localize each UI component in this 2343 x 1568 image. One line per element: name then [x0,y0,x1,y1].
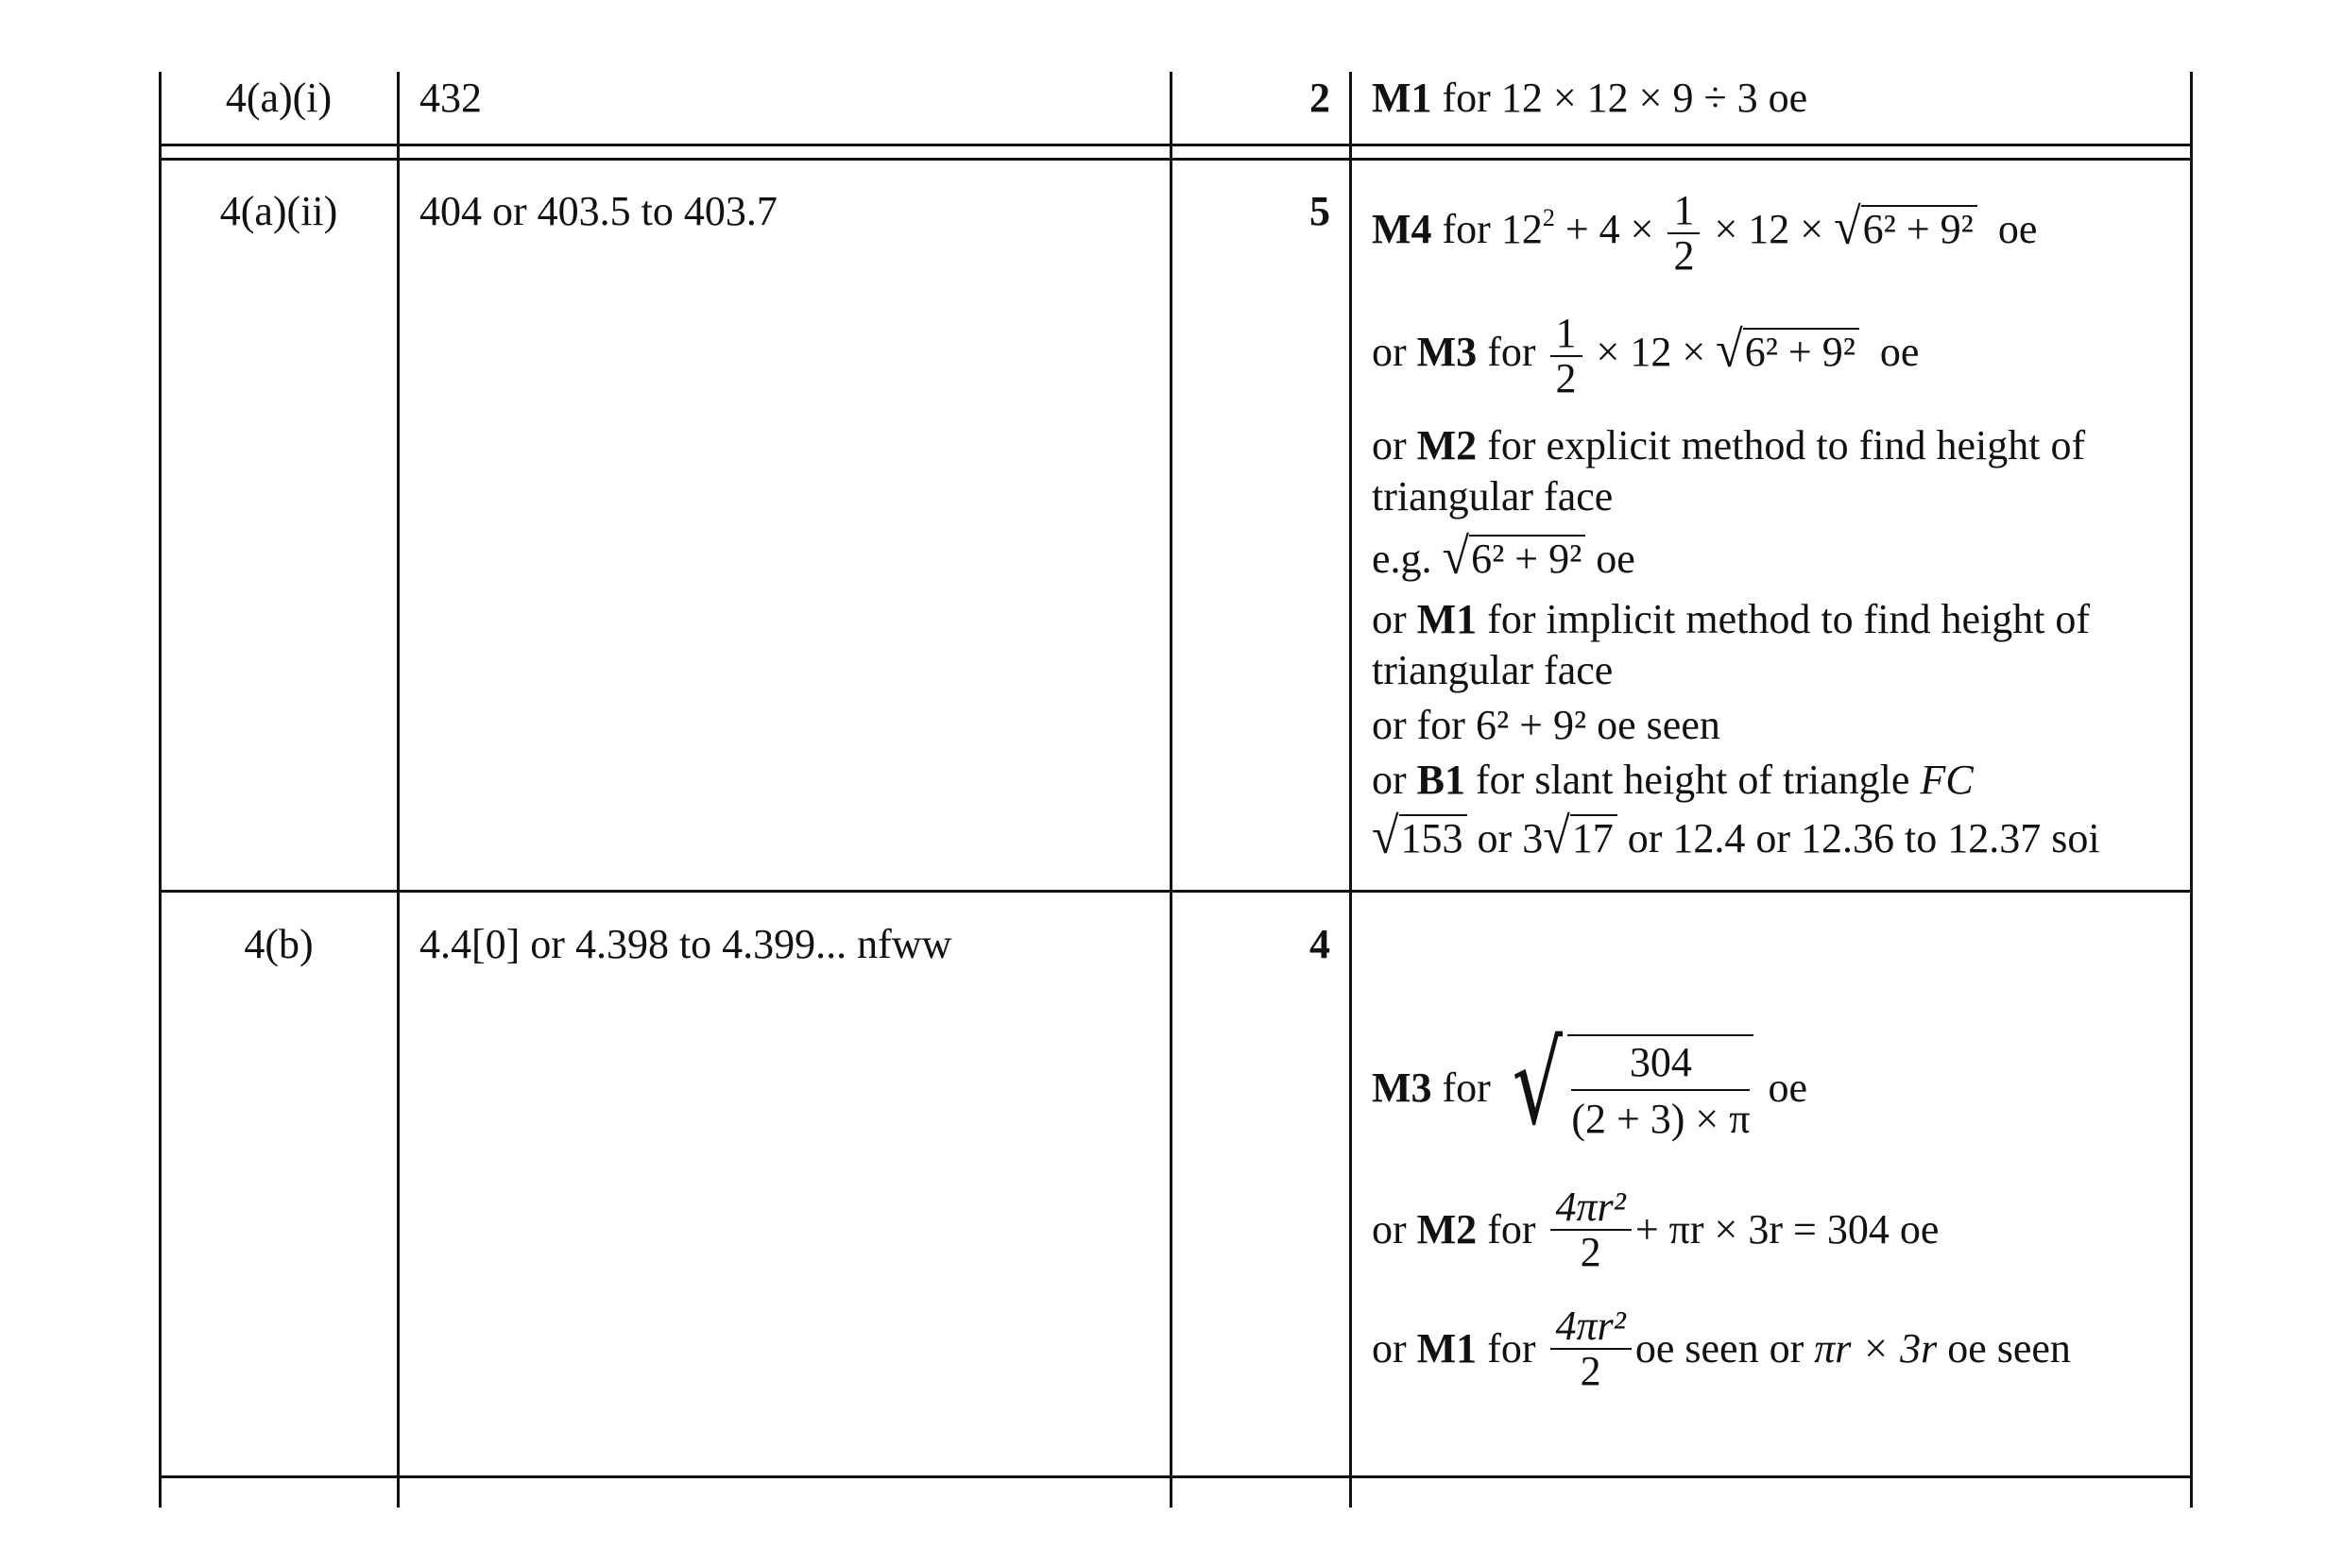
guidance-text: or [1372,596,1407,642]
expr-part: × 12 × [1596,329,1706,376]
square-root [1543,808,1617,865]
radicand: 153 [1399,814,1467,861]
guidance-text: or 12.4 or 12.36 to 12.37 soi [1627,815,2100,861]
denominator: (2 + 3) × π [1571,1096,1751,1142]
guidance-line [1372,74,1807,123]
col-line-question [397,72,400,1508]
question-number: 4(a)(ii) [219,188,338,234]
guidance-text: oe [1997,206,2038,253]
expr-part: + 4 × [1565,206,1654,253]
col-line-answer [1170,72,1172,1508]
fraction [1550,1185,1632,1274]
numerator: 304 [1571,1036,1750,1091]
mark-code: M3 [1372,1065,1432,1111]
guidance-m2 [1372,421,2085,470]
square-root [1834,198,1977,256]
guidance-text: for slant height of triangle [1476,757,1910,803]
expr: $12^2$ [1500,204,1555,253]
guidance-text: for [1487,1206,1536,1253]
guidance-m2b [1372,1173,1939,1287]
guidance-eg [1372,528,1635,586]
row-line-2 [159,890,2193,893]
guidance-text: or [1372,757,1407,803]
answer-text: 432 [419,75,482,121]
guidance-text: or 3 [1477,815,1544,861]
guidance-text: oe [1879,329,1920,376]
mark-code: M1 [1372,75,1432,121]
row-line-3 [159,1475,2193,1478]
radical-sign: √ [1442,528,1470,586]
numerator: 4πr² [1550,1304,1632,1350]
guidance-text: or [1372,329,1407,376]
denominator: 2 [1580,1229,1601,1275]
radicand: 17 [1570,814,1617,861]
denominator: 2 [1673,232,1695,279]
denominator: 2 [1580,1348,1601,1394]
guidance-text: or [1372,1325,1407,1372]
guidance-text: for implicit method to find height of [1487,596,2091,642]
guidance-text: for [1442,1065,1491,1111]
radical-sign: √ [1834,198,1861,256]
expr-part: × 12 × [1714,206,1824,253]
guidance-text: for 12 × 12 × 9 ÷ 3 oe [1442,75,1808,121]
marks-value: 5 [1309,188,1330,234]
guidance-b1 [1372,756,1974,805]
expr-part: 12 [1500,206,1543,253]
mark-code: M2 [1416,1206,1478,1253]
radical-sign: √ [1372,808,1399,865]
square-root [1716,321,1859,379]
fraction [1567,1034,1753,1148]
radical-sign: √ [1716,321,1743,379]
row-line-1b [159,158,2193,161]
guidance-text: for explicit method to find height of [1487,422,2086,469]
mark-code: M3 [1416,329,1478,376]
answer-text: 404 or 403.5 to 403.7 [419,188,778,234]
guidance-text: FC [1920,757,1974,803]
square-root [1501,1019,1758,1150]
square-root [1372,808,1467,865]
marks-value: 2 [1309,75,1330,121]
numerator: 1 [1550,312,1582,357]
guidance-m3b [1372,1019,1807,1154]
fraction [1550,1304,1632,1393]
col-line-right [2190,72,2193,1508]
guidance-or-for: or for 6² + 9² oe seen [1372,702,1720,748]
radicand: 6² + 9² [1861,205,1977,252]
guidance-text: oe seen [1947,1325,2071,1372]
fraction [1550,312,1582,401]
row-line-1a [159,144,2193,146]
square-root [1442,528,1586,586]
guidance-text: for [1487,1325,1536,1372]
guidance-text: or [1372,422,1407,469]
guidance-text: e.g. [1372,536,1432,582]
guidance-text: + πr × 3r = 304 oe [1634,1206,1940,1253]
col-line-left [159,72,162,1508]
radical-sign: √ [1543,808,1570,865]
question-number: 4(b) [244,921,314,967]
numerator: 4πr² [1550,1185,1632,1231]
guidance-m1-cont: triangular face [1372,647,1614,693]
radicand: 6² + 9² [1469,535,1585,582]
answer-text: 4.4[0] or 4.398 to 4.399... nfww [419,921,952,967]
guidance-m4 [1372,189,2037,278]
mark-code: M4 [1372,206,1432,253]
fraction [1667,189,1700,278]
radical-sign: √ [1512,1019,1563,1150]
col-line-marks [1349,72,1352,1508]
mark-code: M1 [1416,596,1478,642]
marks-value: 4 [1309,921,1330,967]
numerator: 1 [1667,189,1700,234]
guidance-text: oe [1768,1065,1807,1111]
question-number: 4(a)(i) [225,75,333,121]
guidance-m3 [1372,312,1919,401]
guidance-text: oe [1596,536,1635,582]
guidance-m2-cont: triangular face [1372,473,1614,520]
guidance-text: for [1442,206,1491,253]
guidance-text: or [1372,1206,1407,1253]
guidance-m1b [1372,1292,2071,1406]
guidance-soi [1372,808,2100,865]
mark-code: B1 [1416,757,1466,803]
radicand: 6² + 9² [1743,328,1859,375]
mark-code: M2 [1416,422,1478,469]
guidance-text: oe seen or [1634,1325,1804,1372]
denominator: 2 [1555,355,1577,401]
guidance-m1 [1372,595,2090,644]
guidance-text: for [1487,329,1536,376]
expr-part: πr × 3r [1814,1325,1938,1372]
mark-code: M1 [1416,1325,1478,1372]
